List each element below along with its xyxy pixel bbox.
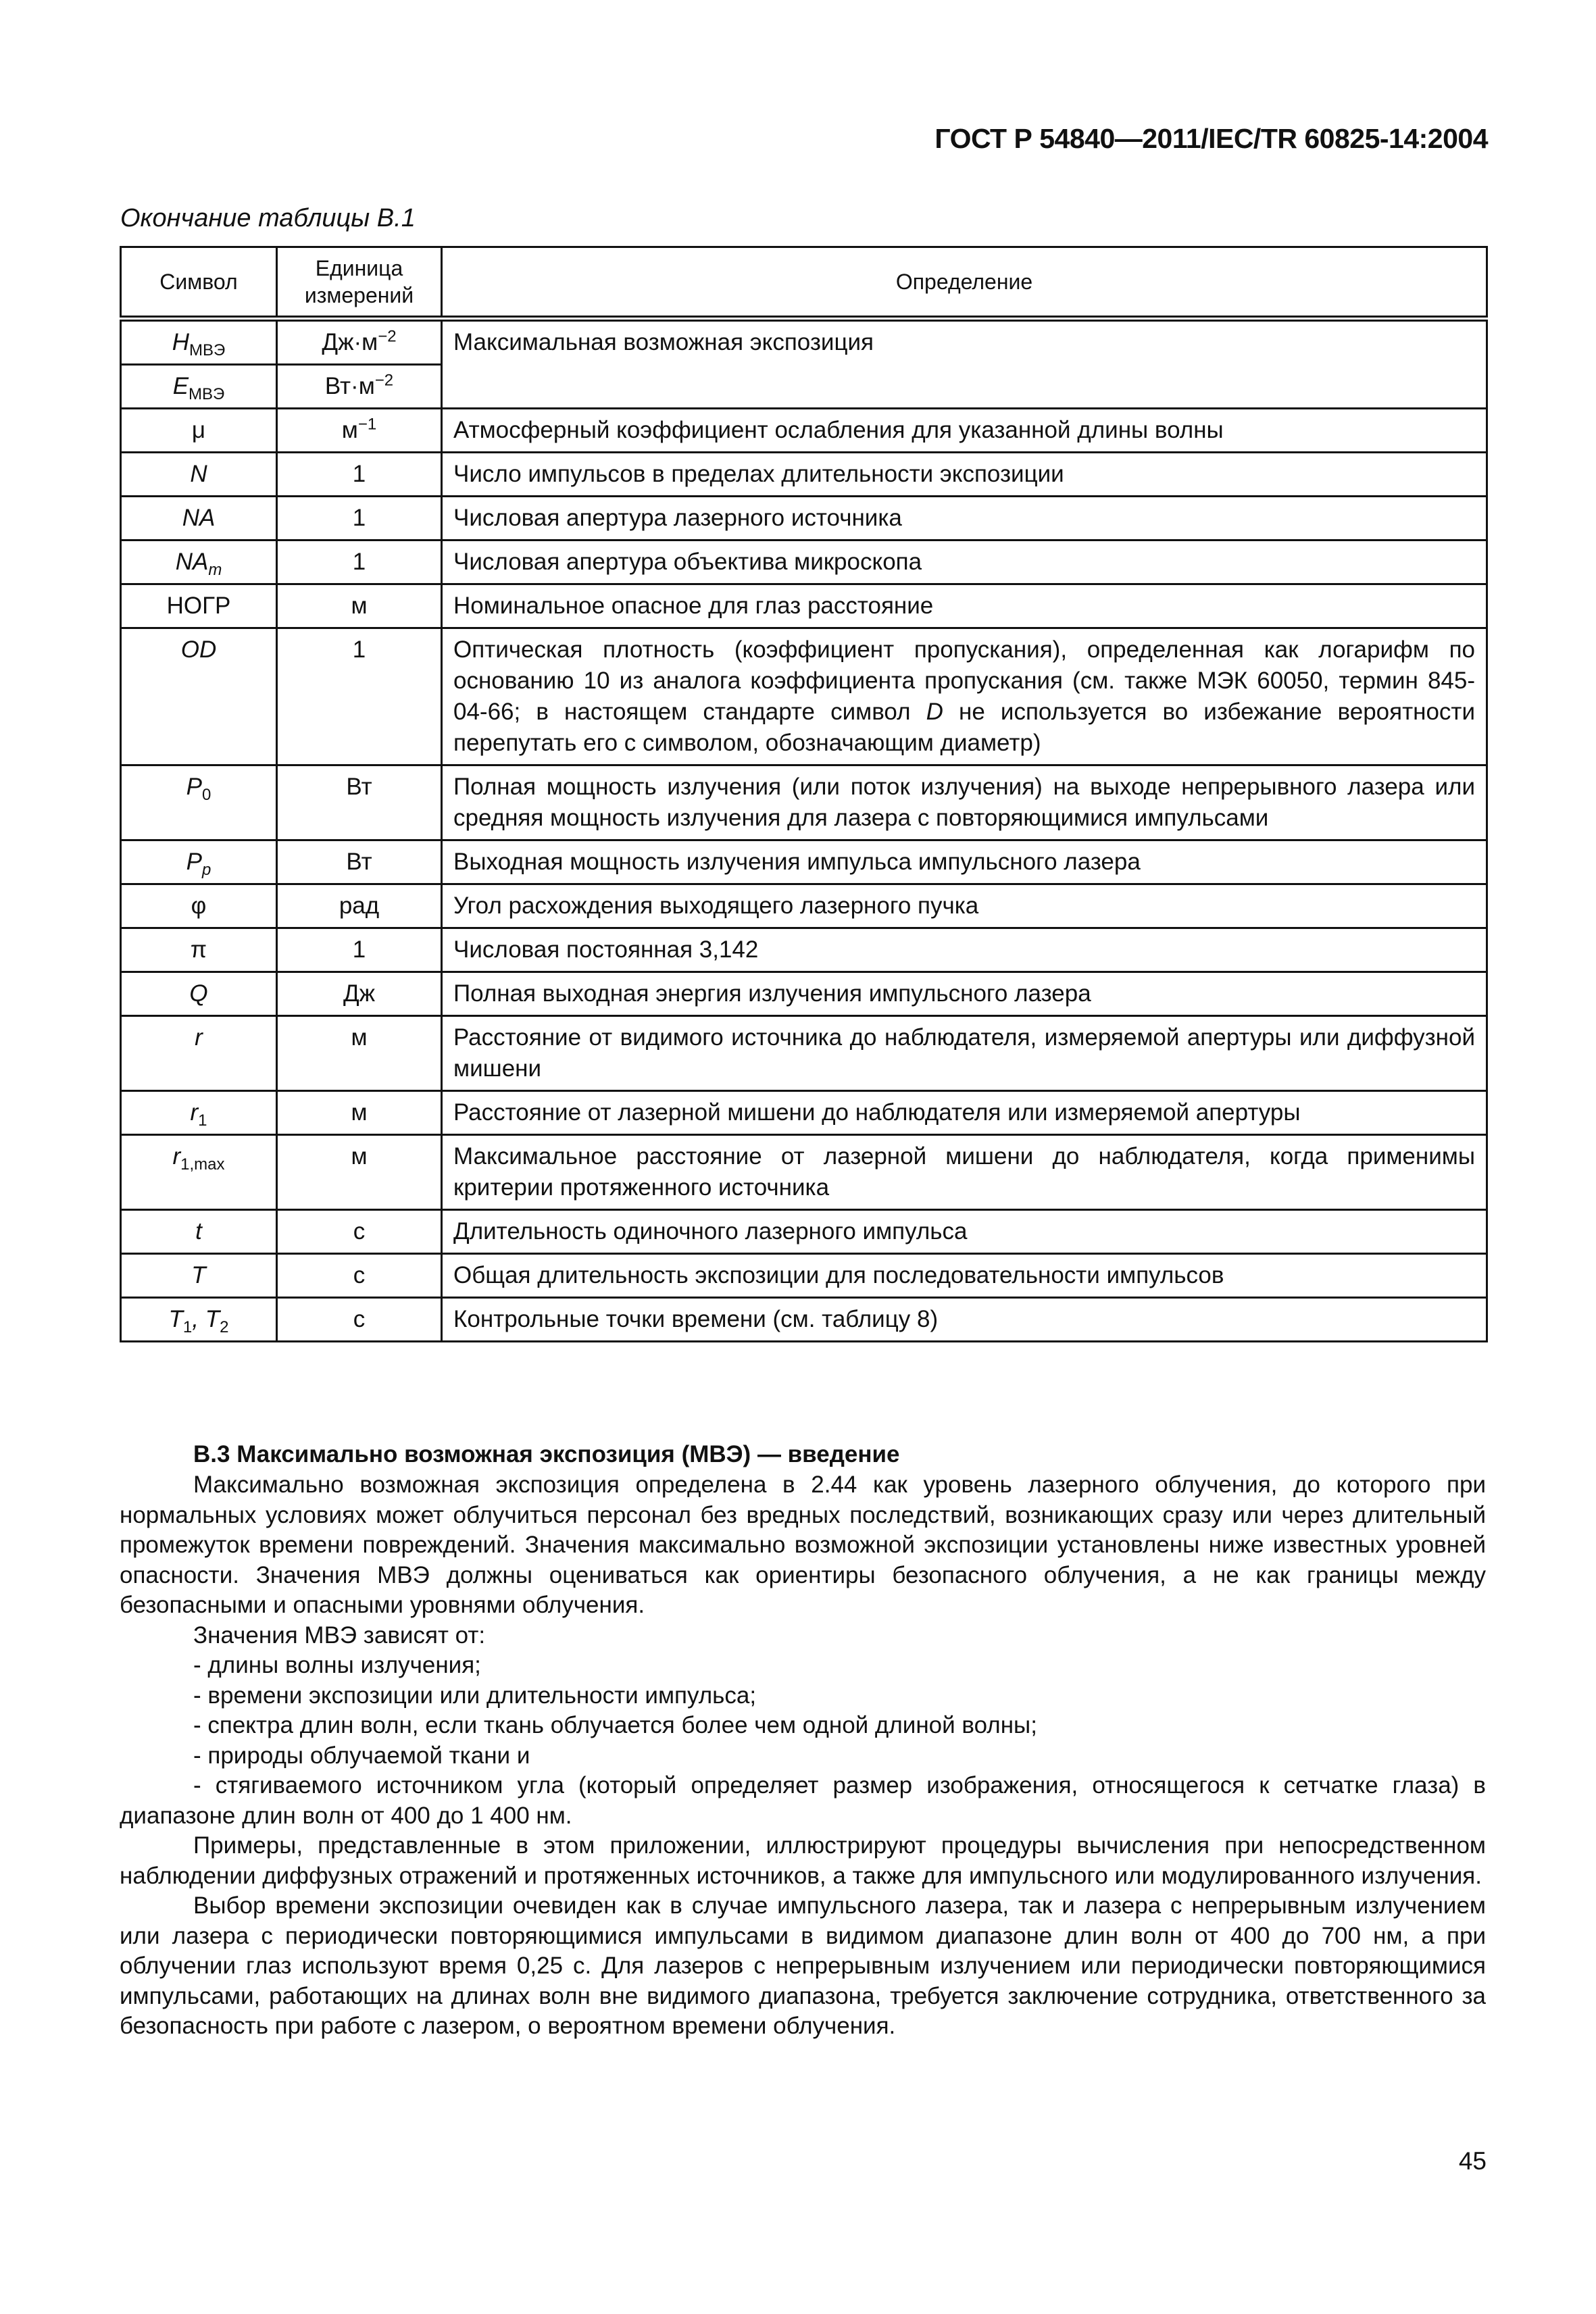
- cell-symbol: OD: [121, 628, 277, 765]
- table-row: [121, 584, 1487, 628]
- cell-definition: Длительность одиночного лазерного импульса: [442, 1210, 1487, 1254]
- cell-definition: Атмосферный коэффициент ослабления для указанной длины волны: [442, 409, 1487, 453]
- cell-symbol: NA: [121, 497, 277, 540]
- cell-definition: Расстояние от видимого источника до наблюдателя, измеряемой апертуры или диффузной мишени: [442, 1016, 1487, 1091]
- table-row: [121, 840, 1487, 884]
- paragraph: Значения МВЭ зависят от:: [193, 1621, 486, 1649]
- cell-unit: м: [277, 1016, 442, 1091]
- column-header-symbol: Символ: [121, 247, 277, 319]
- document-header: ГОСТ Р 54840—2011/IEC/TR 60825-14:2004: [934, 123, 1488, 154]
- cell-definition: Общая длительность экспозиции для последовательности импульсов: [442, 1254, 1487, 1298]
- cell-symbol: $P_p$: [121, 840, 277, 884]
- paragraph: Примеры, представленные в этом приложении, иллюстрируют процедуры вычисления при непосредственном наблюдении диффузных отражений и протяженных источников, а также для импульсного или модулированного излучения.: [120, 1832, 1486, 1889]
- cell-unit: с: [277, 1298, 442, 1342]
- table-row: [121, 884, 1487, 928]
- list-item: - природы облучаемой ткани и: [193, 1742, 530, 1769]
- cell-definition: Контрольные точки времени (см. таблицу 8): [442, 1298, 1487, 1342]
- table-body: [121, 319, 1487, 1342]
- table-row: [121, 319, 1487, 365]
- table-row: [121, 453, 1487, 497]
- page-number: 45: [1458, 2147, 1487, 2175]
- cell-unit: рад: [277, 884, 442, 928]
- cell-symbol: t: [121, 1210, 277, 1254]
- cell-symbol: $E_{МВЭ}$: [121, 365, 277, 409]
- table-row: [121, 1135, 1487, 1210]
- table-row: [121, 765, 1487, 840]
- cell-definition: Числовая апертура объектива микроскопа: [442, 540, 1487, 584]
- table-row: [121, 409, 1487, 453]
- list-item: - времени экспозиции или длительности импульса;: [193, 1682, 757, 1709]
- cell-definition: Максимальное расстояние от лазерной мишени до наблюдателя, когда применимы критерии протяженного источника: [442, 1135, 1487, 1210]
- cell-definition: Число импульсов в пределах длительности экспозиции: [442, 453, 1487, 497]
- cell-unit: 1: [277, 628, 442, 765]
- cell-unit: 1: [277, 540, 442, 584]
- column-header-definition: Определение: [442, 247, 1487, 319]
- table-caption: Окончание таблицы В.1: [120, 204, 416, 232]
- cell-symbol: T: [121, 1254, 277, 1298]
- column-header-unit: Единица измерений: [277, 247, 442, 319]
- cell-symbol: $NA_m$: [121, 540, 277, 584]
- paragraph: Максимально возможная экспозиция определена в 2.44 как уровень лазерного облучения, до которого при нормальных условиях может облучиться персонал без вредных последствий, возникающих сразу или через длительный промежуток времени повреждений. Значения максимально возможной экспозиции установлены ниже известных уровней опасности. Значения МВЭ должны оцениваться как ориентиры безопасного облучения, а не как границы между безопасными и опасными уровнями облучения.: [120, 1472, 1486, 1618]
- cell-unit: с: [277, 1254, 442, 1298]
- cell-definition: Выходная мощность излучения импульса импульсного лазера: [442, 840, 1487, 884]
- symbols-table: [120, 246, 1488, 1342]
- cell-unit: $Дж\cdot м^{-2}$: [277, 319, 442, 365]
- cell-unit: с: [277, 1210, 442, 1254]
- paragraph: Выбор времени экспозиции очевиден как в случае импульсного лазера, так и лазера с непрерывным излучением или лазера с периодически повторяющимися импульсами в видимом диапазоне длин волн от 400 до 700 нм, а при облучении глаз используют время 0,25 с. Для лазеров с непрерывным излучением или периодически повторяющимися импульсами, работающих на длинах волн вне видимого диапазона, требуется заключение сотрудника, ответственного за безопасность при работе с лазером, о вероятном времени облучения.: [120, 1892, 1486, 2039]
- cell-symbol: $r_1$: [121, 1091, 277, 1135]
- cell-symbol: $T_1$, $T_2$: [121, 1298, 277, 1342]
- table-header-row: [121, 247, 1487, 319]
- cell-symbol: $H_{МВЭ}$: [121, 319, 277, 365]
- cell-symbol: N: [121, 453, 277, 497]
- cell-unit: м: [277, 584, 442, 628]
- cell-unit: 1: [277, 928, 442, 972]
- section-b3: [120, 1439, 1486, 2042]
- cell-unit: $м^{-1}$: [277, 409, 442, 453]
- cell-symbol: НОГР: [121, 584, 277, 628]
- list-item: - спектра длин волн, если ткань облучается более чем одной длиной волны;: [193, 1712, 1037, 1738]
- cell-unit: $Вт\cdot м^{-2}$: [277, 365, 442, 409]
- list-item: - длины волны излучения;: [193, 1652, 481, 1678]
- cell-symbol: Q: [121, 972, 277, 1016]
- table-row: [121, 540, 1487, 584]
- cell-definition: Числовая постоянная 3,142: [442, 928, 1487, 972]
- cell-definition: Оптическая плотность (коэффициент пропускания), определенная как логарифм по основанию 10 из аналога коэффициента пропускания (см. также МЭК 60050, термин 845-04-66; в настоящем стандарте символ D не используется во избежание вероятности перепутать его с символом, обозначающим диаметр): [442, 628, 1487, 765]
- table-row: [121, 928, 1487, 972]
- cell-symbol: $P_0$: [121, 765, 277, 840]
- list-item: - стягиваемого источником угла (который определяет размер изображения, относящегося к сетчатке глаза) в диапазоне длин волн от 400 до 1 400 нм.: [120, 1772, 1486, 1829]
- cell-unit: Вт: [277, 840, 442, 884]
- table-row: [121, 1091, 1487, 1135]
- cell-unit: м: [277, 1091, 442, 1135]
- cell-definition: Полная мощность излучения (или поток излучения) на выходе непрерывного лазера или средняя мощность излучения для лазера с повторяющимися импульсами: [442, 765, 1487, 840]
- cell-definition: Угол расхождения выходящего лазерного пучка: [442, 884, 1487, 928]
- section-heading: В.3 Максимально возможная экспозиция (МВЭ) — введение: [193, 1441, 900, 1467]
- cell-unit: Дж: [277, 972, 442, 1016]
- cell-definition: Номинальное опасное для глаз расстояние: [442, 584, 1487, 628]
- table-row: [121, 1298, 1487, 1342]
- cell-unit: Вт: [277, 765, 442, 840]
- table-row: [121, 497, 1487, 540]
- table-row: [121, 972, 1487, 1016]
- cell-definition: Максимальная возможная экспозиция: [442, 319, 1487, 409]
- cell-definition: Полная выходная энергия излучения импульсного лазера: [442, 972, 1487, 1016]
- cell-definition: Расстояние от лазерной мишени до наблюдателя или измеряемой апертуры: [442, 1091, 1487, 1135]
- cell-unit: 1: [277, 453, 442, 497]
- cell-symbol: r: [121, 1016, 277, 1091]
- cell-symbol: π: [121, 928, 277, 972]
- cell-symbol: μ: [121, 409, 277, 453]
- cell-definition: Числовая апертура лазерного источника: [442, 497, 1487, 540]
- table-row: [121, 1210, 1487, 1254]
- table-row: [121, 628, 1487, 765]
- cell-unit: 1: [277, 497, 442, 540]
- cell-symbol: φ: [121, 884, 277, 928]
- table-row: [121, 1016, 1487, 1091]
- table-row: [121, 1254, 1487, 1298]
- cell-symbol: $r_{1,max}$: [121, 1135, 277, 1210]
- cell-unit: м: [277, 1135, 442, 1210]
